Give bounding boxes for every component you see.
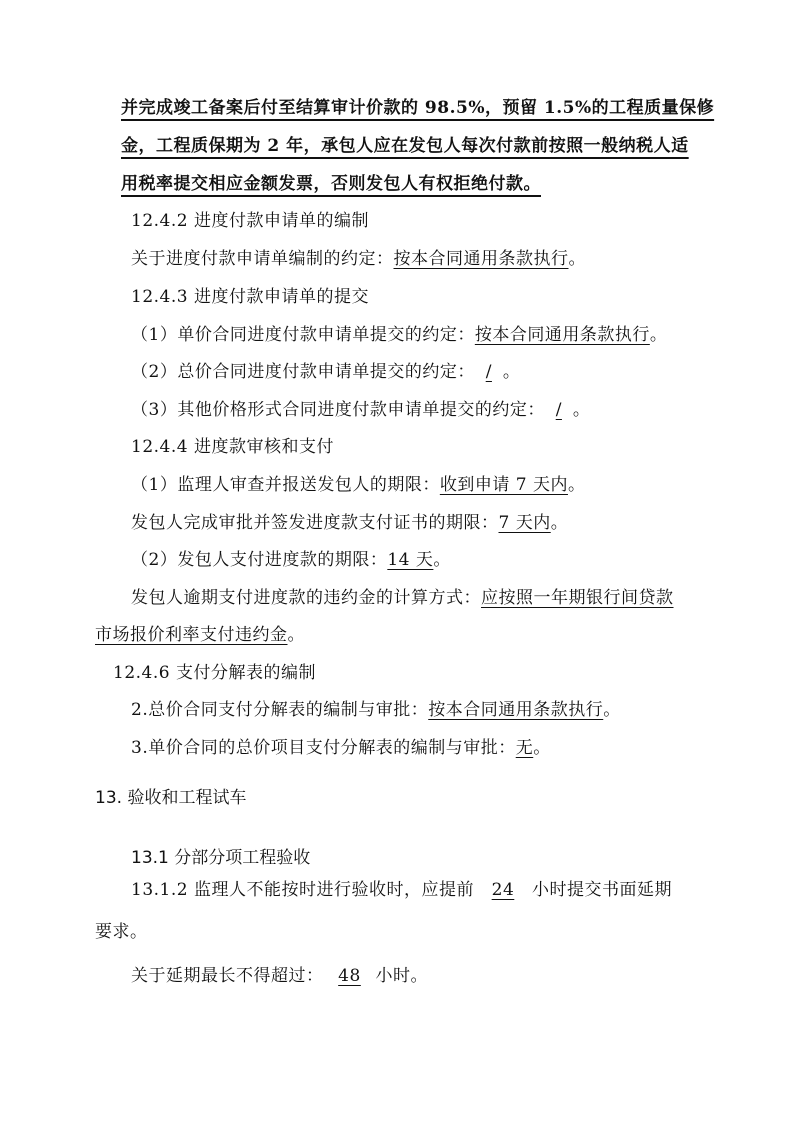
- clause-line: [131, 400, 590, 420]
- clause-label: 关于进度付款申请单编制的约定：: [131, 249, 394, 269]
- section-heading-12-4-2: 12.4.2 进度付款申请单的编制: [131, 211, 369, 231]
- clause-label: 2.总价合同支付分解表的编制与审批：: [131, 700, 429, 720]
- clause-suffix: 。: [572, 400, 591, 420]
- filled-value: 48: [338, 966, 361, 986]
- clause-line: [131, 249, 586, 269]
- clause-suffix: 。: [287, 625, 305, 645]
- clause-suffix: 。: [568, 249, 586, 269]
- clause-suffix: 小时提交书面延期: [531, 880, 672, 900]
- filled-value: /: [485, 362, 492, 382]
- filled-value: 收到申请 7 天内: [439, 475, 568, 495]
- clause-text-line: 金，工程质保期为 2 年，承包人应在发包人每次付款前按照一般纳税人适: [121, 136, 689, 156]
- clause-label: 发包人完成审批并签发进度款支付证书的期限：: [131, 513, 499, 533]
- clause-line: [95, 625, 305, 645]
- section-heading-12-4-3: 12.4.3 进度付款申请单的提交: [131, 287, 369, 307]
- filled-value: 市场报价利率支付违约金: [95, 625, 288, 645]
- clause-label: 13.1.2 监理人不能按时进行验收时，应提前: [131, 880, 474, 900]
- clause-suffix: 。: [433, 550, 451, 570]
- filled-value: 24: [491, 880, 515, 900]
- clause-suffix: 小时。: [375, 966, 428, 986]
- clause-line: [131, 550, 451, 570]
- clause-line: [131, 966, 428, 986]
- clause-line: [131, 362, 520, 382]
- section-heading-12-4-4: 12.4.4 进度款审核和支付: [131, 437, 334, 457]
- clause-line: [131, 475, 585, 495]
- clause-line: [131, 700, 621, 720]
- filled-value: 无: [515, 738, 534, 758]
- filled-value: /: [555, 400, 562, 420]
- clause-suffix: 。: [533, 738, 551, 758]
- clause-text-line: 用税率提交相应金额发票，否则发包人有权拒绝付款。: [121, 174, 541, 194]
- clause-suffix: 。: [649, 325, 668, 345]
- clause-label: （2）总价合同进度付款申请单提交的约定：: [131, 362, 475, 382]
- section-heading-13: 13. 验收和工程试车: [95, 788, 247, 808]
- clause-suffix: 。: [550, 513, 569, 533]
- filled-value: 按本合同通用条款执行: [428, 700, 604, 720]
- filled-value: 按本合同通用条款执行: [474, 325, 650, 345]
- clause-label: 发包人逾期支付进度款的违约金的计算方式：: [131, 588, 481, 608]
- clause-line: [131, 880, 672, 900]
- clause-label: 关于延期最长不得超过：: [131, 966, 324, 986]
- clause-line: [131, 325, 667, 345]
- filled-value: 14 天: [387, 550, 434, 570]
- clause-label: （1）单价合同进度付款申请单提交的约定：: [131, 325, 475, 345]
- clause-label: （3）其他价格形式合同进度付款申请单提交的约定：: [131, 400, 545, 420]
- clause-label: 3.单价合同的总价项目支付分解表的编制与审批：: [131, 738, 516, 758]
- section-heading-12-4-6: 12.4.6 支付分解表的编制: [113, 663, 316, 683]
- clause-label: （1）监理人审查并报送发包人的期限：: [131, 475, 440, 495]
- clause-suffix: 。: [567, 475, 586, 495]
- clause-suffix: 。: [502, 362, 521, 382]
- clause-line: [131, 738, 551, 758]
- filled-value: 7 天内: [498, 513, 551, 533]
- section-heading-13-1: 13.1 分部分项工程验收: [131, 848, 311, 868]
- clause-label: （2）发包人支付进度款的期限：: [131, 550, 388, 570]
- filled-value: 按本合同通用条款执行: [393, 249, 569, 269]
- clause-line: [131, 513, 568, 533]
- clause-text-line: 并完成竣工备案后付至结算审计价款的 98.5%，预留 1.5%的工程质量保修: [121, 98, 715, 118]
- clause-line: 要求。: [95, 922, 148, 942]
- clause-line: [131, 588, 674, 608]
- filled-value: 应按照一年期银行间贷款: [481, 588, 674, 608]
- clause-suffix: 。: [603, 700, 621, 720]
